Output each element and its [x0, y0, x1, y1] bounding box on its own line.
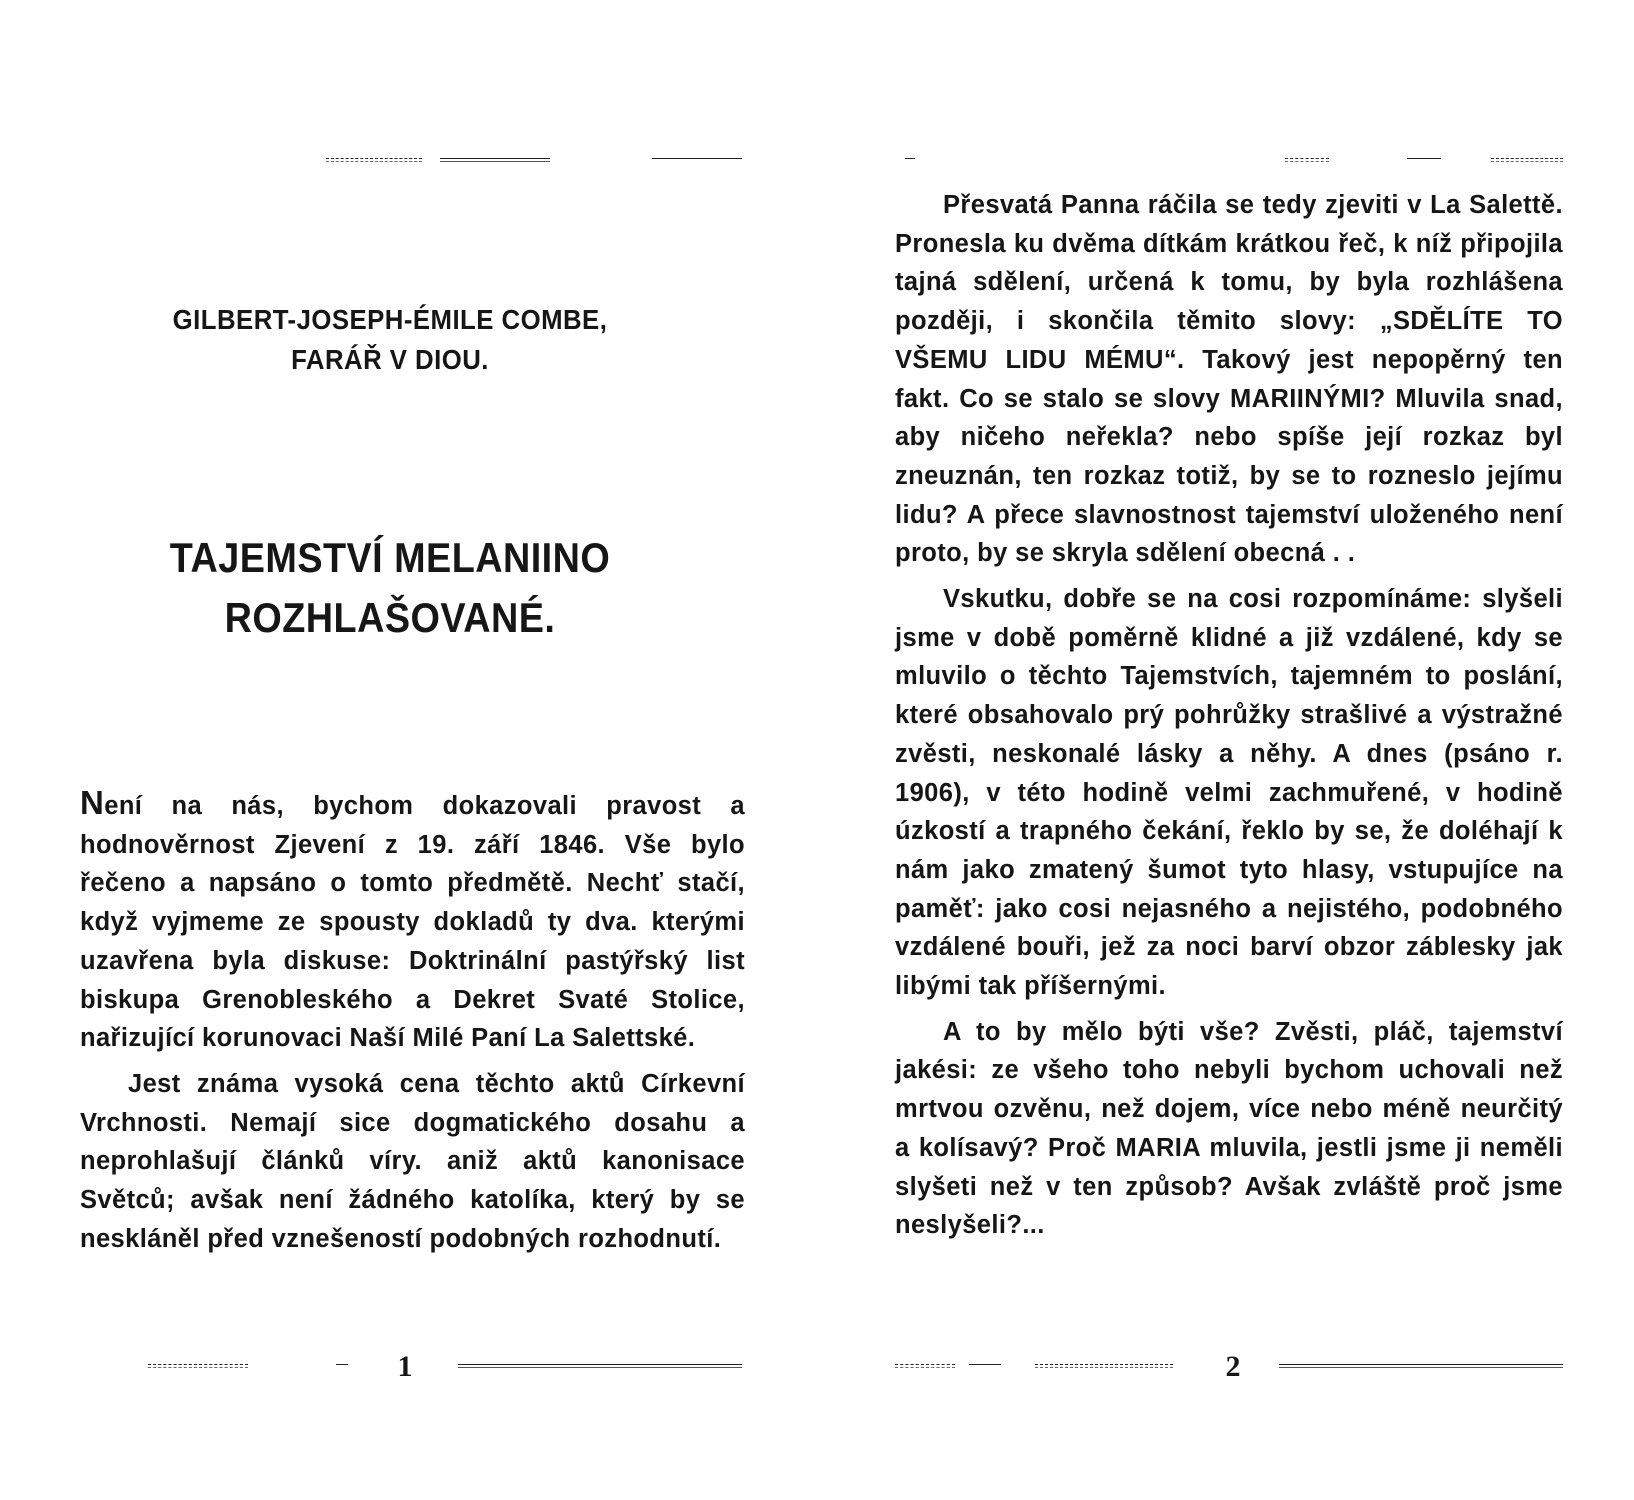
paragraph-text: ení na nás, bychom dokazovali pravost a hodnověrnost Zjevení z 19. září 1846. Vše bylo řečeno a napsáno o tomto předmětě. Nechť stačí, když vyjmeme ze spousty dokladů ty dva. kterými uzavřena byla diskuse: Doktrinální pastýřský list biskupa Grenobleského a Dekret Svaté Stolice, nařizující korunovaci Naší Milé Paní La Salettské. — [80, 792, 745, 1053]
chapter-title — [156, 528, 624, 648]
paragraph — [80, 784, 745, 1058]
top-ornament-rule — [817, 156, 1634, 164]
paragraph: Přesvatá Panna ráčila se tedy zjeviti v La Salettě. Pronesla ku dvěma dítkám krátkou řeč, k níž připojila tajná sdělení, určená k tomu, by byla rozhlášena později, i skončila těmito slovy: „SDĚLÍTE TO VŠEMU LIDU MÉMU“. Takový jest nepopěrný ten fakt. Co se stalo se slovy MARIINÝMI? Mluvila snad, aby ničeho neřekla? nebo spíše její rozkaz byl zneuznán, ten rozkaz totiž, by se to rozneslo jejímu lidu? A přece slavnostnost tajemství uloženého není proto, by se skryla sdělení obecná . . — [895, 191, 1563, 568]
right-page — [817, 0, 1634, 1500]
bottom-ornament-rule-right — [0, 1362, 817, 1370]
title-line-1: TAJEMSTVÍ MELANIINO — [169, 534, 611, 581]
page-number: 1 — [397, 1350, 413, 1383]
title-line-2: ROZHLAŠOVANÉ. — [224, 594, 556, 641]
page-number: 2 — [1225, 1350, 1241, 1383]
right-body-text — [895, 186, 1563, 1252]
paragraph: A to by mělo býti vše? Zvěsti, pláč, tajemství jakési: ze všeho toho nebyli bychom uchovali než mrtvou ozvěnu, než dojem, více nebo méně neurčitý a kolísavý? Proč MARIA mluvila, jestli jsme ji neměli slyšeti než v ten způsob? Avšak zvláště proč jsme neslyšeli?... — [895, 1017, 1563, 1240]
paragraph: Jest známa vysoká cena těchto aktů Církevní Vrchnosti. Nemají sice dogmatického dosahu a neprohlašují článků víry. aniž aktů kanonisace Světců; avšak není žádného katolíka, který by se neskláněl před vznešeností podobných rozhodnutí. — [80, 1069, 745, 1253]
author-name: GILBERT-JOSEPH-ÉMILE COMBE, — [172, 304, 608, 335]
bottom-ornament-rule-right — [817, 1362, 1634, 1370]
paragraph: Vskutku, dobře se na cosi rozpomínáme: slyšeli jsme v době poměrně klidné a již vzdálené, kdy se mluvilo o těchto Tajemstvích, tajemném to poslání, které obsahovalo prý pohrůžky strašlivé a výstražné zvěsti, neskonalé lásky a něhy. A dnes (psáno r. 1906), v této hodině velmi zachmuřené, v hodině úzkostí a trapného čekání, řeklo by se, že doléhají k nám jako zmatený šumot tyto hlasy, vstupujíce na paměť: jako cosi nejasného a nejistého, podobného vzdálené bouři, jež za noci barví obzor záblesky jak libými tak příšernými. — [895, 585, 1563, 1001]
author-heading — [169, 300, 611, 380]
initial-letter: N — [80, 784, 105, 821]
top-ornament-rule — [0, 156, 817, 164]
left-body-text — [80, 784, 745, 1265]
author-position: FARÁŘ V DIOU. — [291, 344, 489, 375]
